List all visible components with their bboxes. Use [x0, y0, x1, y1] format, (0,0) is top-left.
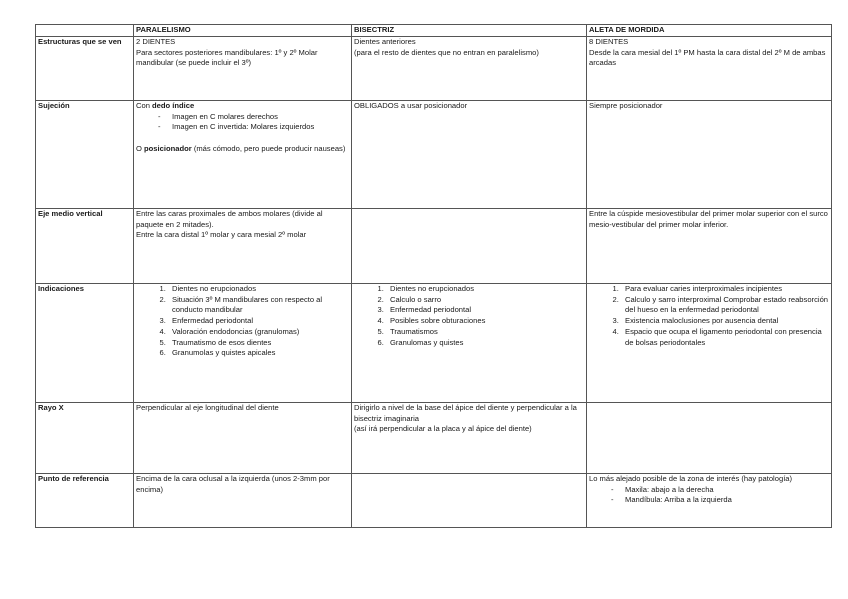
list-item: 4. Valoración endodoncias (granulomas)	[168, 327, 349, 338]
row-sujecion	[36, 101, 832, 209]
text-line: Desde la cara mesial del 1º PM hasta la cara distal del 2º M de ambas arcadas	[589, 47, 826, 68]
cell-punto-aleta	[587, 474, 832, 528]
header-aleta: ALETA DE MORDIDA	[587, 25, 832, 37]
cell-indicaciones-bisectriz	[352, 284, 587, 403]
list-item: 3. Enfermedad periodontal	[386, 305, 584, 316]
text-line: (así irá perpendicular a la placa y al ápice del diente)	[354, 424, 532, 434]
list-item: 2. Calculo o sarro	[386, 295, 584, 306]
row-label-rayo: Rayo X	[36, 403, 134, 474]
row-label-punto: Punto de referencia	[36, 474, 134, 528]
cell-rayo-bisectriz	[352, 403, 587, 474]
cell-estructuras-bisectriz	[352, 37, 587, 101]
text-span: (más cómodo, pero puede producir nauseas)	[191, 143, 346, 153]
list-item: - Mandíbula: Arriba a la izquierda	[611, 495, 829, 506]
list-item: 2. Calculo y sarro interproximal Comprobar estado reabsorción del hueso en la enfermedad periodontal	[621, 295, 829, 316]
row-rayo	[36, 403, 832, 474]
row-punto	[36, 474, 832, 528]
cell-rayo-paralelismo: Perpendicular al eje longitudinal del diente	[134, 403, 352, 474]
list-item: 2. Situación 3º M mandibulares con respecto al conducto mandibular	[168, 295, 349, 316]
text-line: Entre las caras proximales de ambos molares (divide al paquete en 2 mitades).	[136, 209, 323, 229]
text-line: Dientes anteriores	[354, 37, 416, 46]
row-indicaciones	[36, 284, 832, 403]
cell-sujecion-bisectriz: OBLIGADOS a usar posicionador	[352, 101, 587, 209]
header-paralelismo: PARALELISMO	[134, 25, 352, 37]
list-item: 3. Existencia maloclusiones por ausencia dental	[621, 316, 829, 327]
numbered-list	[354, 284, 584, 348]
header-row	[36, 25, 832, 37]
list-item: 5. Traumatismos	[386, 327, 584, 338]
list-item: 6. Granulomas y quistes	[386, 338, 584, 349]
row-eje	[36, 209, 832, 284]
list-item: - Maxila: abajo a la derecha	[611, 485, 829, 496]
cell-estructuras-paralelismo	[134, 37, 352, 101]
dash-list	[589, 485, 829, 506]
text-line: Entre la cara distal 1º molar y cara mesial 2º molar	[136, 230, 307, 240]
cell-punto-paralelismo: Encima de la cara oclusal a la izquierda (unos 2-3mm por encima)	[134, 474, 352, 528]
numbered-list	[589, 284, 829, 348]
list-item: 1. Dientes no erupcionados	[386, 284, 584, 295]
text-line: Lo más alejado posible de la zona de interés (hay patología)	[589, 474, 793, 483]
list-item: - Imagen en C invertida: Molares izquierdos	[158, 122, 349, 133]
list-item: 4. Espacio que ocupa el ligamento periodontal con presencia de bolsas periodontales	[621, 327, 829, 348]
row-label-indicaciones: Indicaciones	[36, 284, 134, 403]
text-line: (para el resto de dientes que no entran en paralelismo)	[354, 47, 539, 57]
comparison-table	[35, 24, 832, 528]
cell-estructuras-aleta	[587, 37, 832, 101]
list-item: 4. Posibles sobre obturaciones	[386, 316, 584, 327]
cell-indicaciones-paralelismo	[134, 284, 352, 403]
text-line: 8 DIENTES	[589, 37, 629, 46]
cell-rayo-aleta	[587, 403, 832, 474]
text-line: Dirigirlo a nivel de la base del ápice del diente y perpendicular a la bisectriz imaginaria	[354, 403, 577, 423]
cell-eje-aleta: Entre la cúspide mesiovestibular del primer molar superior con el surco mesio-vestibular del primer molar inferior.	[587, 209, 832, 284]
row-label-sujecion: Sujeción	[36, 101, 134, 209]
cell-punto-bisectriz	[352, 474, 587, 528]
cell-sujecion-aleta: Siempre posicionador	[587, 101, 832, 209]
dash-list	[136, 112, 349, 133]
list-item: 6. Granumolas y quistes apicales	[168, 348, 349, 359]
cell-eje-bisectriz	[352, 209, 587, 284]
numbered-list	[136, 284, 349, 359]
text-line: Para sectores posteriores mandibulares: 1º y 2º Molar mandibular (se puede incluir el 3º)	[136, 47, 318, 68]
cell-sujecion-paralelismo	[134, 101, 352, 209]
list-item: 3. Enfermedad periodontal	[168, 316, 349, 327]
cell-eje-paralelismo	[134, 209, 352, 284]
header-bisectriz: BISECTRIZ	[352, 25, 587, 37]
header-corner	[36, 25, 134, 37]
bold-text: posicionador	[144, 143, 192, 153]
text-span: Con	[136, 101, 153, 110]
list-item: - Imagen en C molares derechos	[158, 112, 349, 123]
text-line: 2 DIENTES	[136, 37, 176, 46]
text-span: O	[136, 143, 145, 153]
list-item: 1. Para evaluar caries interproximales incipientes	[621, 284, 829, 295]
bold-text: dedo índice	[152, 101, 195, 110]
list-item: 1. Dientes no erupcionados	[168, 284, 349, 295]
text-line	[136, 101, 349, 112]
row-label-estructuras: Estructuras que se ven	[36, 37, 134, 101]
cell-indicaciones-aleta	[587, 284, 832, 403]
row-estructuras	[36, 37, 832, 101]
text-line	[136, 144, 349, 155]
row-label-eje: Eje medio vertical	[36, 209, 134, 284]
list-item: 5. Traumatismo de esos dientes	[168, 338, 349, 349]
